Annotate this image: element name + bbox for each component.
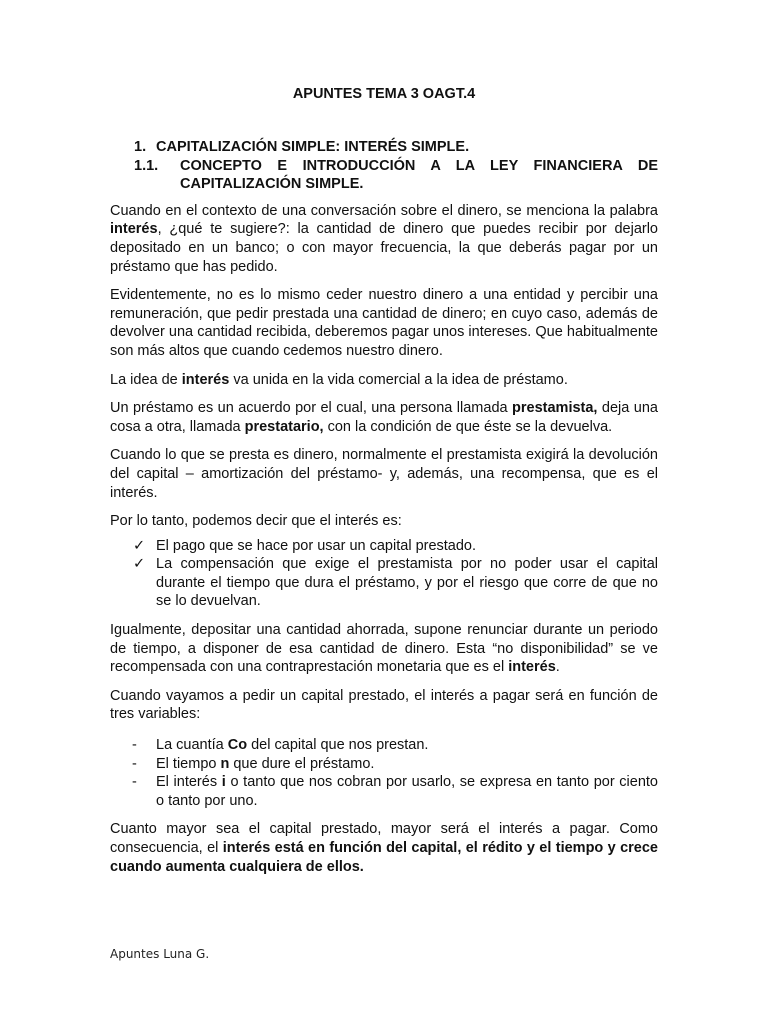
checkmark-icon: ✓ [133,556,146,573]
bold-term: prestatario, [244,418,324,435]
subsection-title: CONCEPTO E INTRODUCCIÓN A LA LEY FINANCIERA DE CAPITALIZACIÓN SIMPLE. [180,157,658,193]
list-item [133,555,658,611]
list-item [133,537,658,556]
text-run: Cuando en el contexto de una conversación sobre el dinero, se menciona la palabra [110,202,658,219]
dash-bullet: - [132,774,137,791]
section-title: CAPITALIZACIÓN SIMPLE: INTERÉS SIMPLE. [156,139,470,155]
paragraph-conclusion [110,820,658,876]
document-body [110,138,658,886]
bold-term: interés [110,221,158,238]
paragraph-interest-loan [110,371,658,390]
bold-term: interés [181,371,230,388]
text-run: Cuanto mayor sea el capital prestado, mayor será el interés a pagar. Como consecuencia, el [110,821,658,856]
list-item [132,736,658,755]
list-item [132,755,658,774]
section-heading-1-1 [110,157,658,194]
list-item [132,773,658,810]
list-item-text: El tiempo n que dure el préstamo. [156,755,375,772]
bold-conclusion: interés está en función del capital, el rédito y el tiempo y crece cuando aumenta cualquiera de ellos. [110,840,658,875]
bold-term: prestamista, [512,400,598,417]
list-item-text: La cuantía Co del capital que nos prestan. [156,737,429,754]
checkmark-icon: ✓ [133,537,146,554]
list-item-text: La compensación que exige el prestamista por no poder usar el capital durante el tiempo que dura el préstamo, y por el riesgo que corre de que no se lo devuelvan. [156,556,658,610]
list-item-text: El pago que se hace por usar un capital prestado. [156,537,477,554]
dash-bullet: - [132,755,137,772]
text-run: va unida en la vida comercial a la idea de préstamo. [229,371,568,388]
dash-bullet: - [132,737,137,754]
checklist [110,537,658,611]
text-run: . [555,659,560,676]
paragraph-interest-meaning [110,202,658,276]
variables-list [110,736,658,810]
text-run: con la condición de que éste se la devuelva. [323,418,613,435]
section-heading-1 [110,138,658,157]
page-title: APUNTES TEMA 3 OAGT.4 [292,86,476,102]
text-run: Un préstamo es un acuerdo por el cual, una persona llamada [110,400,513,417]
page-footer: Apuntes Luna G. [110,947,210,961]
text-run: , ¿qué te sugiere?: la cantidad de dinero que puedes recibir por dejarlo depositado en un banco; o con mayor frecuencia, la que deberás pagar por un préstamo que has pedido. [110,221,658,275]
text-run: Igualmente, depositar una cantidad ahorrada, supone renunciar durante un periodo de tiempo, a disponer de esa cantidad de dinero. Esta “no disponibilidad” se ve recompensada con una contraprestación monetaria que es el [110,622,658,676]
paragraph-money-loan: Cuando lo que se presta es dinero, normalmente el prestamista exigirá la devolución del capital – amortización del préstamo- y, además, una recompensa, que es el interés. [110,447,658,501]
paragraph-three-variables: Cuando vayamos a pedir un capital prestado, el interés a pagar será en función de tres variables: [110,687,658,723]
paragraph-savings [110,621,658,677]
list-item-text: El interés i o tanto que nos cobran por usarlo, se expresa en tanto por ciento o tanto por uno. [156,774,658,809]
paragraph-interest-is: Por lo tanto, podemos decir que el interés es: [110,513,402,530]
section-number: 1. [134,139,147,155]
text-run: deja una cosa a otra, llamada [110,400,658,435]
subsection-number: 1.1. [134,157,159,174]
paragraph-remuneration: Evidentemente, no es lo mismo ceder nuestro dinero a una entidad y percibir una remuneración, que pedir prestada una cantidad de dinero; en cuyo caso, además de devolver una cantidad recibida, deberemos pagar unos intereses. Que habitualmente son más altos que cuando cedemos nuestro dinero. [110,287,658,359]
text-run: La idea de [110,371,182,388]
bold-term: interés [508,659,556,676]
paragraph-loan-definition [110,399,658,436]
